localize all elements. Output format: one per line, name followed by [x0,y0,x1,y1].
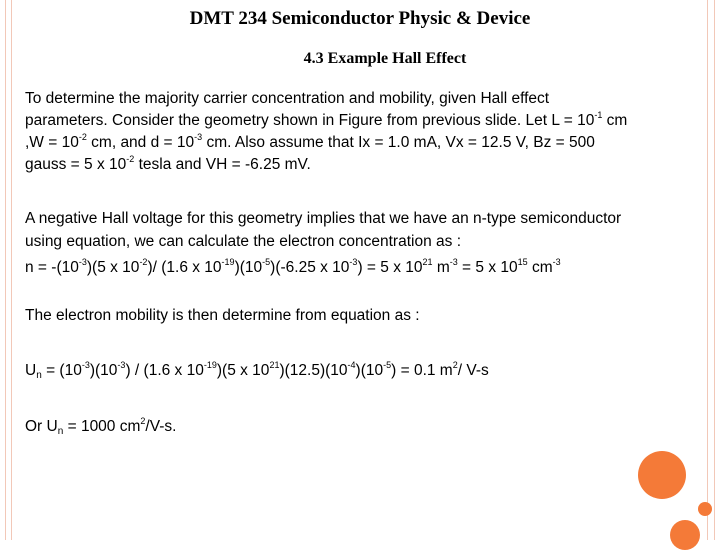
decorative-circle-medium [670,520,700,550]
mobility-equation: $U_n = (10^{-3})(10^{-3}) / (1.6$ x $10^{-19})(5$ x $10^{21})(12.5)(10^{-4})(10^{-5}) = 0.1$ $m^2/$ V-s [25,360,489,381]
intro-line-1: To determine the majority carrier concentration and mobility, given Hall effect [25,90,550,107]
intro-line-4: gauss = 5 x $10^{-2}$ tesla and VH = -6.25 mV. [25,154,311,173]
intro-line-2: parameters. Consider the geometry shown in Figure from previous slide. Let $L = 10^{-1}$ cm [25,110,628,129]
left-border-decoration [5,0,12,540]
slide-title: DMT 234 Semiconductor Physic & Device [189,8,531,29]
decorative-circle-large [638,451,686,499]
slide-subtitle: 4.3 Example Hall Effect [303,50,467,67]
decorative-circle-small [698,502,712,516]
mobility-intro: The electron mobility is then determine from equation as : [25,307,420,324]
mobility-result: Or $U_n = 1000$ $cm^2/V-s$. [25,416,177,437]
negative-hall-line-2: using equation, we can calculate the electron concentration as : [25,233,461,250]
electron-concentration-equation: $n = -(10^{-3})(5$ x $10^{-2})/$ (1.6 x $10^{-19})(10^{-5})(-6.25$ x $10^{-3}) = 5$ x $10^{21}$ $m^{-3} = 5$ x $10^{15}$ $cm^{-3}$ [25,257,561,276]
negative-hall-line-1: A negative Hall voltage for this geometry implies that we have an n-type semiconductor [25,210,622,227]
intro-line-3: $,W = 10^{-2}$ cm, and $d = 10^{-3}$ cm. Also assume that Ix = 1.0 mA, Vx = 12.5 V, Bz = 500 [25,132,595,151]
